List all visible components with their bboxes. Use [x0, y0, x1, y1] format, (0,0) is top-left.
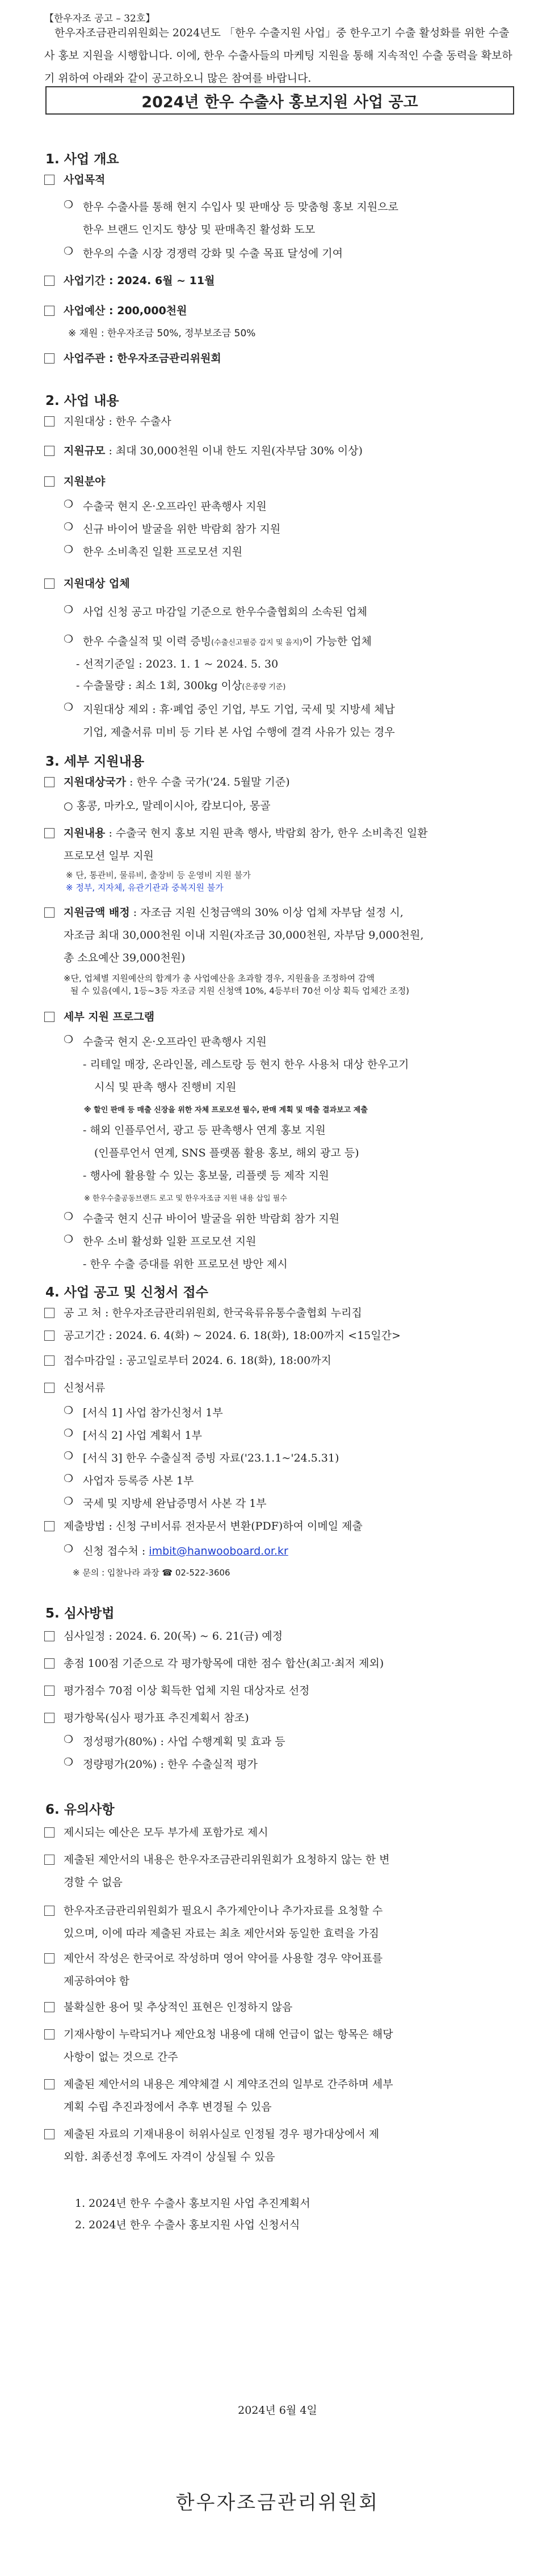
- company-label: 지원대상 업체: [64, 577, 130, 590]
- section-4-heading: 4. 사업 공고 및 신청서 접수: [45, 1285, 208, 1300]
- email-row: [83, 1543, 288, 1558]
- period-text: 사업기간 : 2024. 6월 ~ 11월: [64, 275, 215, 287]
- doc-item-4: 사업자 등록증 사본 1부: [83, 1475, 194, 1487]
- content-text-b: 프로모션 일부 지원: [64, 850, 154, 862]
- company-item-2b: (수출신고필증 갑지 및 을지): [211, 639, 302, 647]
- program-1d: - 해외 인플루언서, 광고 등 판촉행사 연계 홍보 지원: [83, 1124, 326, 1137]
- checkbox-square-icon: [44, 1355, 54, 1366]
- company-item-2: [83, 633, 372, 648]
- amount-label: 지원금액 배정: [64, 906, 130, 919]
- checkbox-square-icon: [44, 1631, 54, 1641]
- checkbox-square-icon: [44, 1855, 54, 1865]
- amount-text-b: 자조금 최대 30,000천원 이내 지원(자조금 30,000천원, 자부담 9,000천원,: [64, 929, 424, 941]
- field-item-3: 한우 소비촉진 일환 프로모션 지원: [83, 546, 243, 558]
- section-6-heading: 6. 유의사항: [45, 1802, 115, 1817]
- purpose-line-1b: 한우 브랜드 인지도 향상 및 판매촉진 활성화 도모: [83, 223, 316, 236]
- docs-label: 신청서류: [64, 1382, 106, 1394]
- doc-item-5: 국세 및 지방세 완납증명서 사본 각 1부: [83, 1497, 267, 1510]
- circle-bullet-icon: ❍: [64, 543, 74, 556]
- circle-bullet-icon: ❍: [64, 1543, 74, 1555]
- circle-bullet-icon: ❍: [64, 1033, 74, 1046]
- program-1f: - 행사에 활용할 수 있는 홍보물, 리플렛 등 제작 지원: [83, 1169, 329, 1182]
- checkbox-square-icon: [44, 1012, 54, 1022]
- circle-bullet-icon: ❍: [64, 1472, 74, 1485]
- amount-text-a: : 자조금 지원 신청금액의 30% 이상 업체 자부담 설정 시,: [129, 906, 403, 919]
- caution-3b: 있으며, 이에 따라 제출된 자료는 최초 제안서와 동일한 효력을 가짐: [64, 1927, 379, 1940]
- checkbox-square-icon: [44, 416, 54, 426]
- doc-item-2: [서식 2] 사업 계획서 1부: [83, 1429, 202, 1442]
- company-item-2-volume: [76, 677, 285, 692]
- checkbox-square-icon: [44, 1953, 54, 1963]
- checkbox-square-icon: [44, 1658, 54, 1669]
- circle-bullet-icon: ❍: [64, 1450, 74, 1462]
- circle-bullet-icon: ❍: [64, 199, 74, 211]
- circle-bullet-icon: ❍: [64, 701, 74, 713]
- caution-4a: 제안서 작성은 한국어로 작성하며 영어 약어를 사용할 경우 약어표를: [64, 1952, 383, 1965]
- organizer-text: 사업주관 : 한우자조금관리위원회: [64, 352, 221, 365]
- company-item-3a: 지원대상 제외 : 휴·폐업 중인 기업, 부도 기업, 국세 및 지방세 체납: [83, 703, 395, 716]
- content-text-a: : 수출국 현지 홍보 지원 판촉 행사, 박람회 참가, 한우 소비촉진 일환: [105, 827, 428, 839]
- intro-paragraph: 한우자조금관리위원회는 2024년도 「한우 수출지원 사업」중 한우고기 수출 활성화를 위한 수출사 홍보 지원을 시행합니다. 이에, 한우 수출사들의 마케팅 지원을 통해 지속적인 수출 동력을 확보하기 위하여 아래와 같이 공고하오니 많은 참여를 바랍니다.: [44, 27, 512, 85]
- checkbox-square-icon: [44, 1521, 54, 1531]
- circle-bullet-icon: ❍: [64, 1427, 74, 1439]
- program-1a: - 리테일 매장, 온라인몰, 레스토랑 등 현지 한우 사용처 대상 한우고기: [83, 1058, 409, 1071]
- circle-bullet-icon: ❍: [64, 633, 74, 645]
- field-item-1: 수출국 현지 온·오프라인 판촉행사 지원: [83, 500, 267, 513]
- caution-8a: 제출된 자료의 기재내용이 허위사실로 인정될 경우 평가대상에서 제: [64, 2128, 380, 2140]
- review-4a: 정성평가(80%) : 사업 수행계획 및 효과 등: [83, 1735, 285, 1748]
- circle-bullet-icon: ❍: [64, 603, 74, 616]
- content-note-1: ※ 단, 통관비, 물류비, 출장비 등 운영비 지원 불가: [66, 870, 251, 880]
- checkbox-square-icon: [44, 353, 54, 364]
- content-note-2: ※ 정부, 지자체, 유관기관과 중복지원 불가: [66, 882, 224, 893]
- checkbox-square-icon: [44, 1906, 54, 1916]
- caution-6a: 기재사항이 누락되거나 제안요청 내용에 대해 언급이 없는 항목은 해당: [64, 2028, 393, 2041]
- circle-bullet-icon: ❍: [64, 1233, 74, 1245]
- program-label: 세부 지원 프로그램: [64, 1011, 155, 1023]
- volume-text: - 수출물량 : 최소 1회, 300kg 이상: [76, 679, 242, 692]
- circle-bullet-icon: ❍: [64, 245, 74, 257]
- company-item-1: 사업 신청 공고 마감일 기준으로 한우수출협회의 소속된 업체: [83, 606, 368, 618]
- checkbox-square-icon: [44, 1713, 54, 1723]
- program-1b: 시식 및 판촉 행사 진행비 지원: [94, 1081, 237, 1093]
- email-label: 신청 접수처 :: [83, 1545, 149, 1557]
- notice-number: 【한우자조 공고 – 32호】: [44, 13, 155, 24]
- checkbox-square-icon: [44, 1383, 54, 1393]
- country-row: [64, 774, 290, 789]
- doc-item-1: [서식 1] 사업 참가신청서 1부: [83, 1407, 223, 1419]
- program-3: 한우 소비 활성화 일환 프로모션 지원: [83, 1235, 257, 1248]
- circle-bullet-icon: ❍: [64, 521, 74, 533]
- checkbox-square-icon: [44, 2129, 54, 2139]
- caution-4b: 제공하여야 함: [64, 1975, 130, 1987]
- caution-6b: 사항이 없는 것으로 간주: [64, 2051, 178, 2063]
- checkbox-square-icon: [44, 777, 54, 787]
- page-title: [45, 86, 514, 115]
- company-item-2a: 한우 수출실적 및 이력 증빙: [83, 635, 212, 648]
- country-text: : 한우 수출 국가('24. 5월말 기준): [126, 776, 290, 788]
- doc-item-3: [서식 3] 한우 수출실적 증빙 자료('23.1.1~'24.5.31): [83, 1452, 339, 1464]
- caution-7a: 제출된 제안서의 내용은 계약체결 시 계약조건의 일부로 간주하며 세부: [64, 2078, 393, 2091]
- checkbox-square-icon: [44, 2002, 54, 2012]
- review-3: 평가점수 70점 이상 획득한 업체 지원 대상자로 선정: [64, 1684, 310, 1697]
- caution-1: 제시되는 예산은 모두 부가세 포함가로 제시: [64, 1826, 268, 1839]
- checkbox-square-icon: [44, 446, 54, 456]
- company-item-2-date: - 선적기준일 : 2023. 1. 1 ~ 2024. 5. 30: [76, 658, 279, 670]
- review-4b: 정량평가(20%) : 한우 수출실적 평가: [83, 1758, 258, 1771]
- section-3-heading: 3. 세부 지원내용: [45, 754, 145, 769]
- scale-row: [64, 442, 363, 458]
- program-1c-note: ※ 할인 판매 등 매출 신장을 위한 자체 프로모션 필수, 판매 계획 및 매출 결과보고 제출: [84, 1106, 368, 1114]
- circle-bullet-icon: ❍: [64, 1756, 74, 1768]
- page-title-text: 2024년 한우 수출사 홍보지원 사업 공고: [141, 93, 418, 111]
- checkbox-square-icon: [44, 1331, 54, 1341]
- amount-text-c: 총 소요예산 39,000천원): [64, 952, 186, 964]
- attachment-1: 1. 2024년 한우 수출사 홍보지원 사업 추진계획서: [75, 2197, 310, 2210]
- content-row: [64, 825, 428, 840]
- purpose-line-2: 한우의 수출 시장 경쟁력 강화 및 수출 목표 달성에 기여: [83, 247, 343, 260]
- checkbox-square-icon: [44, 1308, 54, 1318]
- circle-bullet-icon: ❍: [64, 1404, 74, 1417]
- scale-label: 지원규모: [64, 445, 106, 457]
- circle-bullet-icon: ❍: [64, 1495, 74, 1507]
- circle-bullet-icon: ❍: [64, 1210, 74, 1223]
- checkbox-square-icon: [44, 1827, 54, 1838]
- budget-note: ※ 재원 : 한우자조금 50%, 정부보조금 50%: [68, 328, 256, 339]
- field-label: 지원분야: [64, 475, 106, 488]
- caution-7b: 계획 수립 추진과정에서 추후 변경될 수 있음: [64, 2101, 272, 2113]
- program-3a: - 한우 수출 증대를 위한 프로모션 방안 제시: [83, 1258, 288, 1270]
- section-5-heading: 5. 심사방법: [45, 1606, 115, 1621]
- caution-2a: 제출된 제안서의 내용은 한우자조금관리위원회가 요청하지 않는 한 변: [64, 1853, 390, 1866]
- submit-method: 제출방법 : 신청 구비서류 전자문서 변환(PDF)하여 이메일 제출: [64, 1520, 363, 1532]
- purpose-line-1a: 한우 수출사를 통해 현지 수입사 및 판매상 등 맞춤형 홍보 지원으로: [83, 201, 398, 213]
- caution-3a: 한우자조금관리위원회가 필요시 추가제안이나 추가자료를 요청할 수: [64, 1904, 383, 1917]
- document-date: 2024년 6월 4일: [238, 2404, 317, 2417]
- checkbox-square-icon: [44, 1686, 54, 1696]
- deadline-text: 접수마감일 : 공고일로부터 2024. 6. 18(화), 18:00까지: [64, 1354, 331, 1367]
- program-1g-note: ※ 한우수출공동브랜드 로고 및 한우자조금 지원 내용 삽입 필수: [84, 1194, 287, 1203]
- program-1: 수출국 현지 온·오프라인 판촉행사 지원: [83, 1036, 267, 1048]
- checkbox-square-icon: [44, 907, 54, 918]
- caution-8b: 외함. 최종선정 후에도 자격이 상실될 수 있음: [64, 2151, 275, 2163]
- checkbox-square-icon: [44, 2079, 54, 2089]
- volume-note: (은종량 기준): [242, 683, 286, 691]
- caution-5: 불확실한 용어 및 추상적인 표현은 인정하지 않음: [64, 2001, 293, 2013]
- contact-text: ※ 문의 : 입찰나라 과장 ☎ 02-522-3606: [73, 1568, 230, 1578]
- notice-period: 공고기간 : 2024. 6. 4(화) ~ 2024. 6. 18(화), 18:00까지 <15일간>: [64, 1329, 401, 1342]
- attachment-2: 2. 2024년 한우 수출사 홍보지원 사업 신청서식: [75, 2219, 300, 2231]
- review-1: 심사일정 : 2024. 6. 20(목) ~ 6. 21(금) 예정: [64, 1630, 283, 1642]
- review-2: 총점 100점 기준으로 각 평가항목에 대한 점수 합산(최고·최저 제외): [64, 1657, 384, 1670]
- caution-2b: 경할 수 없음: [64, 1876, 123, 1889]
- country-list: ○ 홍콩, 마카오, 말레이시아, 캄보디아, 몽골: [64, 800, 271, 812]
- program-1e: (인플루언서 연계, SNS 플랫폼 활용 홍보, 해외 광고 등): [94, 1147, 359, 1159]
- program-2: 수출국 현지 신규 바이어 발굴을 위한 박람회 참가 지원: [83, 1213, 340, 1225]
- budget-text: 사업예산 : 200,000천원: [64, 305, 187, 317]
- checkbox-square-icon: [44, 2029, 54, 2039]
- checkbox-square-icon: [44, 276, 54, 286]
- amount-row: [64, 904, 403, 919]
- checkbox-square-icon: [44, 828, 54, 838]
- email-link[interactable]: imbit@hanwooboard.or.kr: [149, 1545, 288, 1557]
- notice-place: 공 고 처 : 한우자조금관리위원회, 한국육류유통수출협회 누리집: [64, 1307, 362, 1319]
- checkbox-square-icon: [44, 306, 54, 316]
- issuer-name: 한우자조금관리위원회: [175, 2491, 380, 2514]
- target-text: 지원대상 : 한우 수출사: [64, 415, 171, 428]
- company-item-2c: 이 가능한 업체: [302, 635, 372, 648]
- checkbox-square-icon: [44, 476, 54, 487]
- amount-note-2: 될 수 있음(예시, 1등~3등 자조금 지원 신청액 10%, 4등부터 70선 이상 획득 업체간 조정): [70, 986, 410, 996]
- amount-note-1: ※단, 업체별 지원예산의 합계가 총 사업예산을 초과할 경우, 지원율을 조정하여 감액: [64, 973, 375, 983]
- scale-text: : 최대 30,000천원 이내 한도 지원(자부담 30% 이상): [105, 445, 363, 457]
- purpose-label: 사업목적: [64, 174, 106, 186]
- company-item-3b: 기업, 제출서류 미비 등 기타 본 사업 수행에 결격 사유가 있는 경우: [83, 726, 395, 738]
- circle-bullet-icon: ❍: [64, 1733, 74, 1746]
- field-item-2: 신규 바이어 발굴을 위한 박람회 참가 지원: [83, 523, 281, 535]
- circle-bullet-icon: ❍: [64, 498, 74, 510]
- section-1-heading: 1. 사업 개요: [45, 152, 119, 167]
- content-label: 지원내용: [64, 827, 106, 839]
- section-2-heading: 2. 사업 내용: [45, 394, 119, 408]
- review-4: 평가항목(심사 평가표 추진계획서 참조): [64, 1712, 249, 1724]
- country-label: 지원대상국가: [64, 776, 127, 788]
- checkbox-square-icon: [44, 578, 54, 589]
- checkbox-square-icon: [44, 175, 54, 185]
